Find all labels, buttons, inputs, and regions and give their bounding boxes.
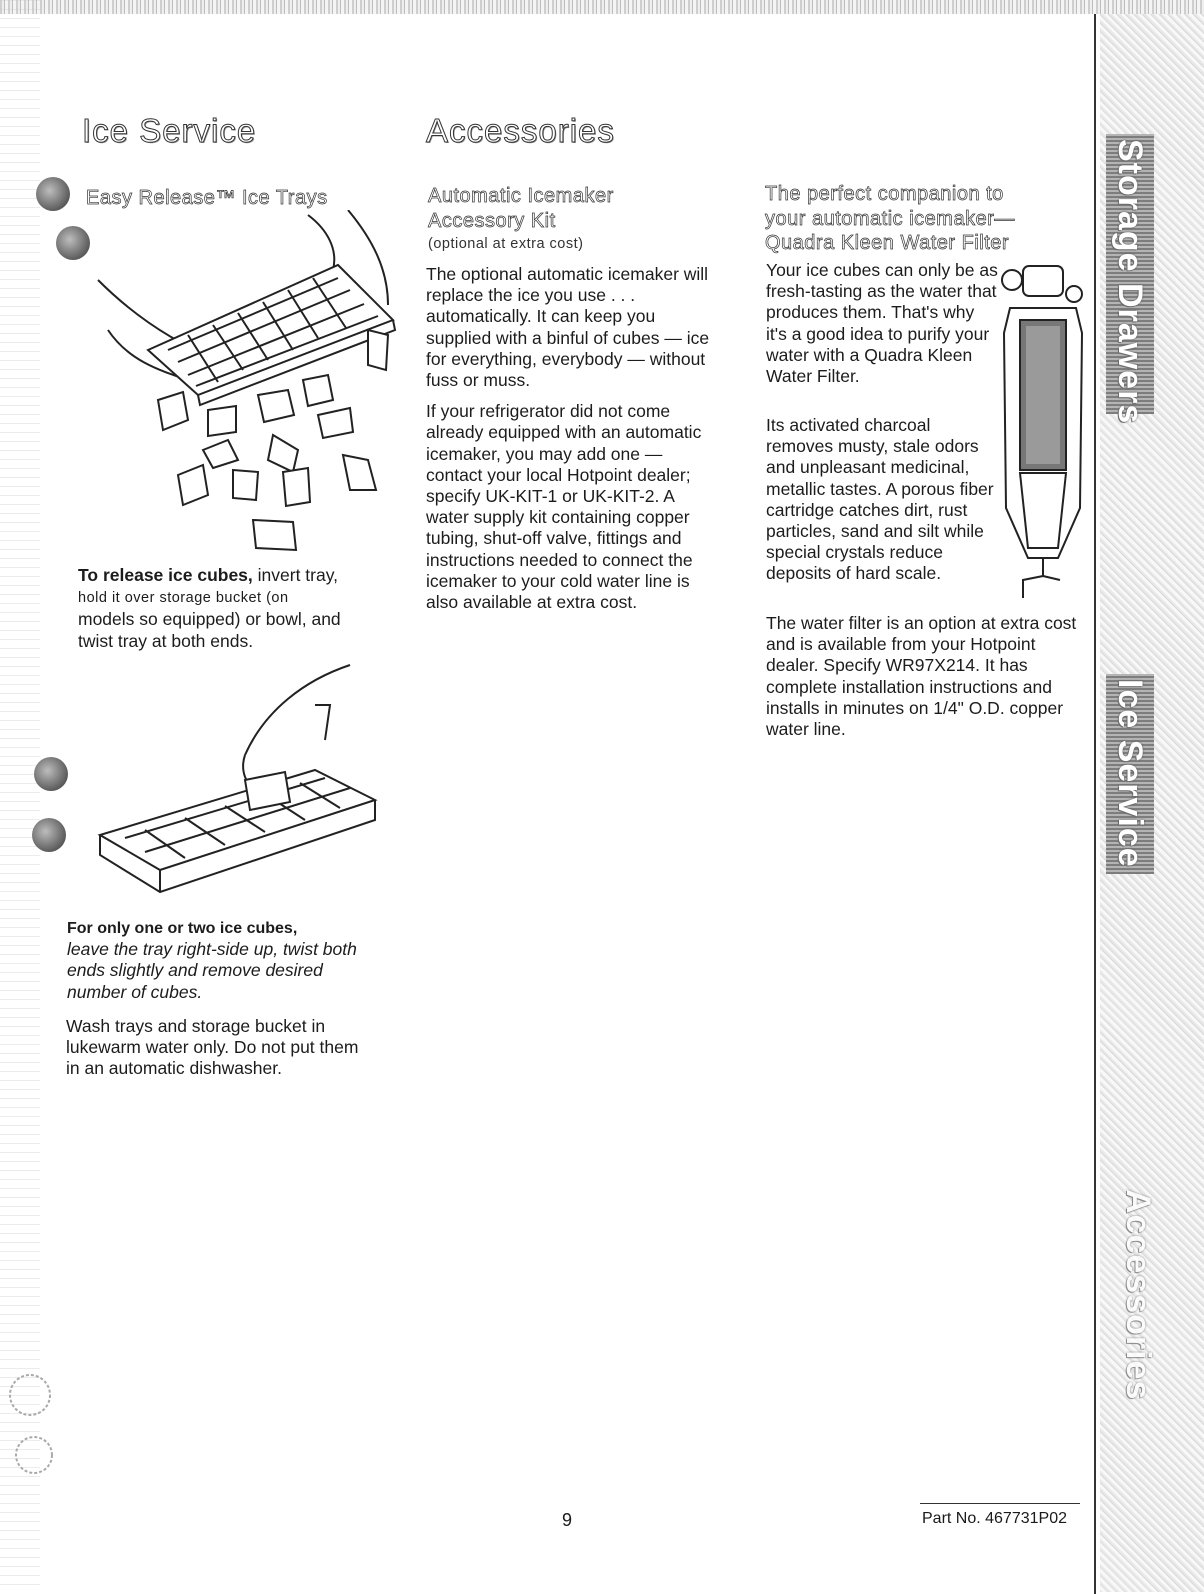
ice-service-title: Ice Service — [82, 112, 257, 149]
one-two-text: leave the tray right-side up, twist both ends slightly and remove desired number of cubes. — [67, 939, 357, 1002]
accessories-title: Accessories — [426, 112, 615, 149]
scan-top-edge — [0, 0, 1204, 14]
bullet-dot-1 — [36, 177, 70, 211]
part-number-rule — [920, 1503, 1080, 1504]
filter-paragraph-2: Its activated charcoal removes musty, stale odors and unpleasant medicinal, metallic tastes. A porous fiber cartridge catches dirt, rust particles, sand and silt while special crystals reduce deposits of hard scale. — [766, 415, 994, 584]
one-two-instructions — [67, 918, 387, 1003]
part-number: Part No. 467731P02 — [922, 1510, 1067, 1527]
tray-release-illustration — [88, 210, 408, 555]
release-instructions — [78, 565, 398, 652]
page-border — [1094, 14, 1096, 1594]
cost-note: (optional at extra cost) — [428, 236, 584, 252]
side-tabs — [1100, 14, 1204, 1592]
tab-accessories[interactable]: Accessories — [1119, 1189, 1157, 1401]
punch-hole-marks — [4, 1370, 56, 1480]
filter-heading-1: The perfect companion to — [765, 183, 1004, 205]
water-filter-illustration — [998, 258, 1088, 608]
icemaker-paragraph-2: If your refrigerator did not come already equipped with an automatic icemaker, you may add one — contact your local Hotpoint dealer; specify UK-KIT-1 or UK-KIT-2. A water supply kit containing copper tubing, shut-off valve, fittings and instructions needed to connect the icemaker to your cold water line is also available at extra cost. — [426, 401, 702, 613]
release-lead: To release ice cubes, — [78, 565, 253, 585]
bullet-dot-2 — [56, 226, 90, 260]
filter-paragraph-1: Your ice cubes can only be as fresh-tasting as the water that produces them. That's why it's a good idea to purify your water with a Quadra Kleen Water Filter. — [766, 260, 998, 387]
release-text-2: hold it over storage bucket (on — [78, 590, 289, 607]
page-number: 9 — [562, 1510, 573, 1530]
filter-heading-3: Quadra Kleen Water Filter — [765, 232, 1010, 254]
icemaker-kit-title-2: Accessory Kit — [428, 210, 556, 232]
icemaker-kit-title-1: Automatic Icemaker — [428, 185, 614, 207]
easy-release-title: Easy Release™ Ice Trays — [86, 187, 328, 209]
scan-left-edge — [0, 0, 40, 1592]
icemaker-paragraph-1: The optional automatic icemaker will replace the ice you use . . . automatically. It can keep you supplied with a binful of cubes — ice for everything, everybody — without fuss or muss. — [426, 264, 710, 391]
release-text-3: models so equipped) or bowl, and — [78, 609, 341, 630]
filter-heading-2: your automatic icemaker— — [765, 208, 1015, 230]
tab-storage-drawers[interactable]: Storage Drawers — [1111, 139, 1149, 425]
bullet-dot-3 — [34, 757, 68, 791]
one-two-lead: For only one or two ice cubes, — [67, 920, 298, 937]
icemaker-kit-body — [426, 264, 716, 623]
bullet-dot-4 — [32, 818, 66, 852]
filter-paragraph-3: The water filter is an option at extra cost and is available from your Hotpoint dealer. Specify WR97X214. It has complete installation instructions and installs in minutes on 1/4" O.D. copper water line. — [766, 613, 1077, 740]
tab-ice-service[interactable]: Ice Service — [1111, 679, 1149, 868]
release-text-4: twist tray at both ends. — [78, 630, 254, 651]
tray-upright-illustration — [85, 660, 390, 905]
release-text-1: invert tray, — [257, 565, 339, 585]
wash-instructions: Wash trays and storage bucket in lukewarm water only. Do not put them in an automatic dishwasher. — [66, 1016, 359, 1079]
